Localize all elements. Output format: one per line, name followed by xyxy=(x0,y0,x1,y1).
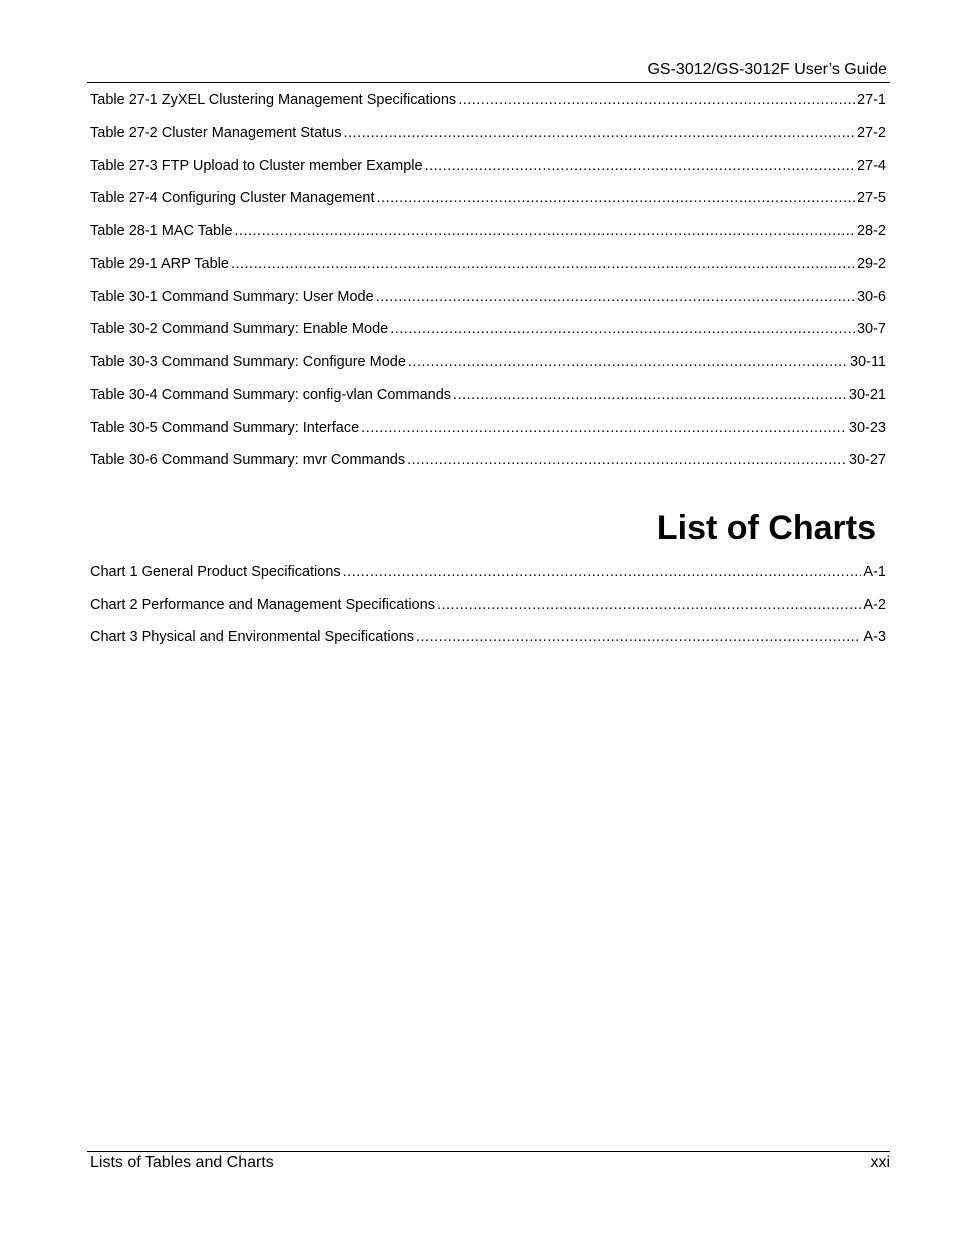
toc-entry-page: 30-23 xyxy=(848,419,886,436)
toc-entry-label: Chart 3 Physical and Environmental Specifications xyxy=(90,629,414,645)
toc-entry-label: Table 30-4 Command Summary: config-vlan Commands xyxy=(90,386,452,403)
dot-leader xyxy=(416,628,861,646)
toc-entry-page: 29-2 xyxy=(856,255,886,272)
toc-entry-table-30-2[interactable] xyxy=(90,320,886,353)
footer-section-name: Lists of Tables and Charts xyxy=(90,1154,274,1171)
running-header-title: GS-3012/GS-3012F User’s Guide xyxy=(647,61,887,78)
dot-leader xyxy=(437,596,861,614)
toc-entry-page: A-2 xyxy=(863,596,886,613)
toc-entry-label: Table 30-1 Command Summary: User Mode xyxy=(90,288,374,305)
toc-entry-page: 28-2 xyxy=(856,223,886,239)
toc-entry-page: A-3 xyxy=(863,629,886,645)
list-of-charts-heading: List of Charts xyxy=(656,509,876,547)
toc-entry-label: Table 27-2 Cluster Management Status xyxy=(90,124,342,141)
dot-leader xyxy=(390,320,855,338)
toc-entry-label: Table 30-6 Command Summary: mvr Commands xyxy=(90,452,406,469)
dot-leader xyxy=(453,386,847,404)
dot-leader xyxy=(234,222,855,240)
toc-entry-page: 30-11 xyxy=(849,354,886,370)
list-of-charts xyxy=(90,563,886,661)
footer-divider xyxy=(87,1151,890,1152)
dot-leader xyxy=(425,157,855,175)
toc-entry-page: 30-27 xyxy=(848,452,886,469)
toc-entry-table-27-1[interactable] xyxy=(90,91,886,124)
dot-leader xyxy=(343,124,854,142)
toc-entry-table-27-4[interactable] xyxy=(90,189,886,222)
dot-leader xyxy=(376,288,855,306)
toc-entry-page: 30-21 xyxy=(848,386,886,403)
toc-entry-page: 27-2 xyxy=(856,124,886,141)
toc-entry-table-27-2[interactable] xyxy=(90,124,886,157)
toc-entry-label: Table 27-4 Configuring Cluster Management xyxy=(90,190,375,207)
toc-entry-table-30-6[interactable] xyxy=(90,451,886,484)
toc-entry-label: Table 30-2 Command Summary: Enable Mode xyxy=(90,321,389,338)
header-divider xyxy=(87,82,890,83)
toc-entry-table-30-3[interactable] xyxy=(90,353,886,386)
dot-leader xyxy=(361,419,847,437)
toc-entry-chart-3[interactable] xyxy=(90,628,886,661)
toc-entry-page: 30-6 xyxy=(856,288,886,305)
toc-entry-label: Table 30-5 Command Summary: Interface xyxy=(90,419,360,436)
footer-page-number: xxi xyxy=(870,1154,890,1171)
toc-entry-page: 30-7 xyxy=(856,321,886,338)
toc-entry-table-27-3[interactable] xyxy=(90,157,886,190)
toc-entry-label: Chart 2 Performance and Management Specifications xyxy=(90,596,435,613)
toc-entry-table-30-4[interactable] xyxy=(90,386,886,419)
toc-entry-label: Table 29-1 ARP Table xyxy=(90,255,229,272)
toc-entry-page: 27-4 xyxy=(856,157,886,174)
toc-entry-chart-2[interactable] xyxy=(90,596,886,629)
dot-leader xyxy=(231,255,855,273)
toc-entry-table-29-1[interactable] xyxy=(90,255,886,288)
toc-entry-label: Table 30-3 Command Summary: Configure Mode xyxy=(90,354,406,370)
toc-entry-page: A-1 xyxy=(863,564,886,580)
toc-entry-table-30-1[interactable] xyxy=(90,288,886,321)
toc-entry-table-28-1[interactable] xyxy=(90,222,886,255)
dot-leader xyxy=(343,563,862,581)
toc-entry-page: 27-1 xyxy=(856,92,886,108)
dot-leader xyxy=(407,451,847,469)
dot-leader xyxy=(377,189,855,207)
dot-leader xyxy=(458,91,855,109)
toc-entry-label: Table 27-3 FTP Upload to Cluster member Example xyxy=(90,157,423,174)
list-of-tables xyxy=(90,91,886,484)
toc-entry-label: Table 27-1 ZyXEL Clustering Management Specifications xyxy=(90,92,457,108)
toc-entry-label: Chart 1 General Product Specifications xyxy=(90,564,341,580)
toc-entry-chart-1[interactable] xyxy=(90,563,886,596)
toc-entry-page: 27-5 xyxy=(856,190,886,207)
toc-entry-label: Table 28-1 MAC Table xyxy=(90,223,233,239)
dot-leader xyxy=(408,353,848,371)
toc-entry-table-30-5[interactable] xyxy=(90,419,886,452)
